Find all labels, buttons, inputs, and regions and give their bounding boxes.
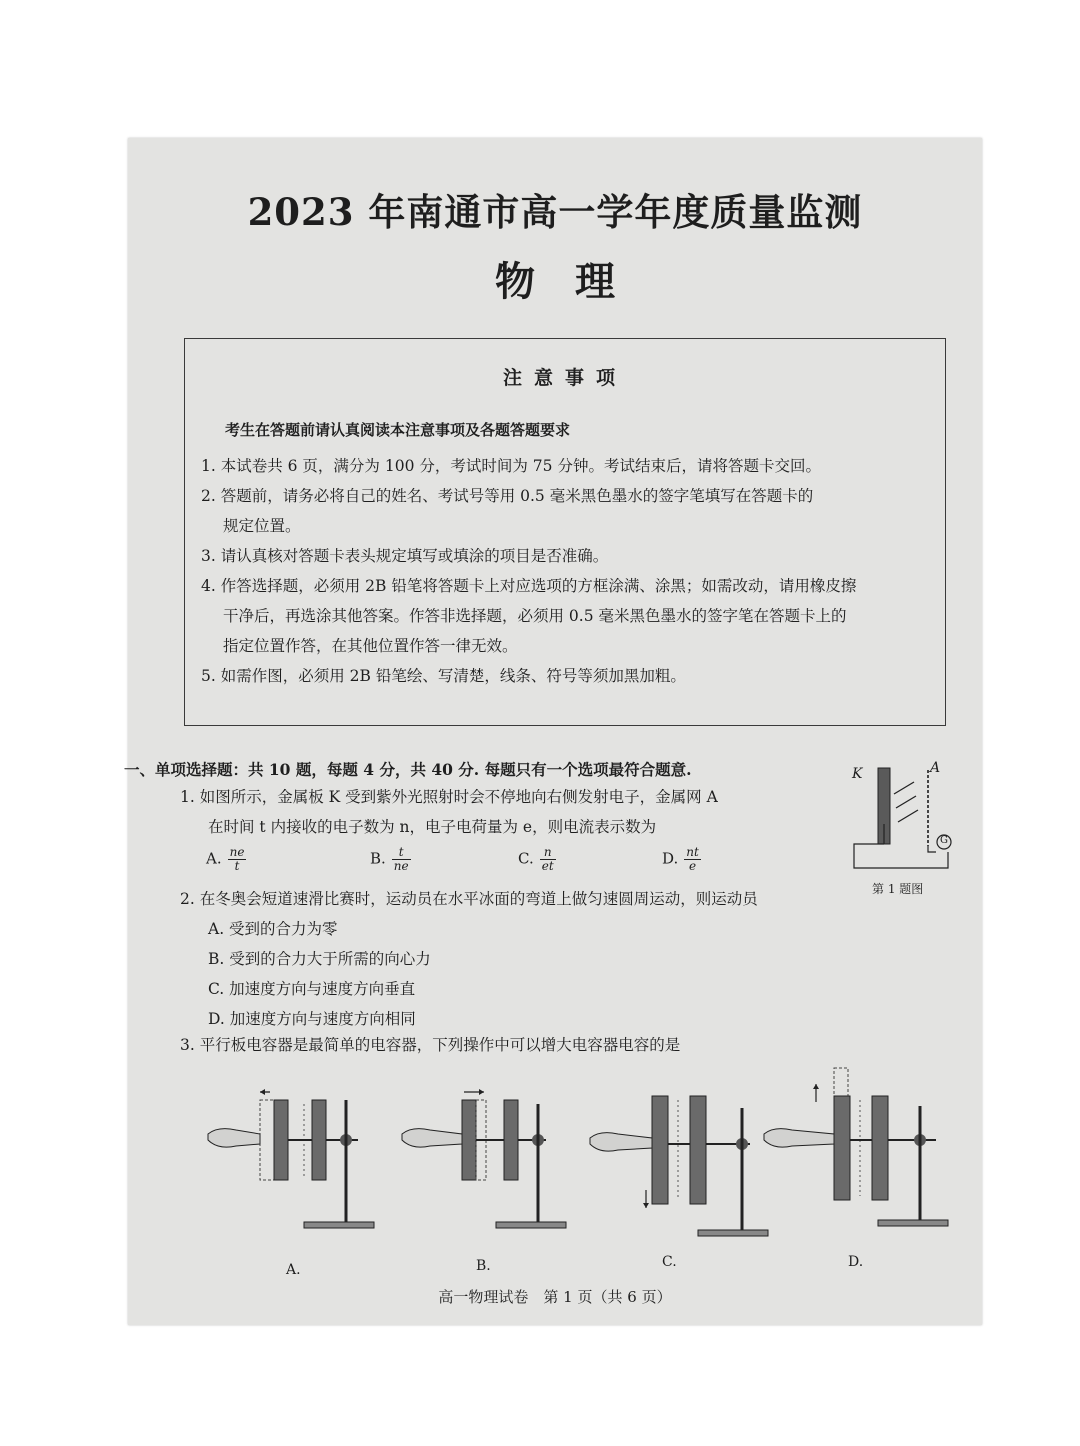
q2-option-a[interactable]: A. 受到的合力为零: [208, 920, 338, 938]
exam-subject: 物理: [495, 258, 655, 305]
q3-label-b: B.: [476, 1258, 491, 1274]
question-3-stem: 3. 平行板电容器是最简单的电容器，下列操作中可以增大电容器电容的是: [180, 1036, 681, 1054]
exam-title: 2023 年南通市高一学年度质量监测: [247, 190, 863, 234]
figure-1-label-a: A: [930, 760, 941, 776]
question-1-line1: 1. 如图所示，金属板 K 受到紫外光照射时会不停地向右侧发射电子，金属网 A: [180, 788, 718, 806]
figure-1-label-g: G: [940, 835, 948, 846]
notice-title: 注意事项: [502, 367, 627, 389]
notice-item: 1. 本试卷共 6 页，满分为 100 分，考试时间为 75 分钟。考试结束后，请将答题卡交回。: [201, 457, 821, 475]
exam-paper: [124, 138, 982, 1325]
question-2-stem: 2. 在冬奥会短道速滑比赛时，运动员在水平冰面的弯道上做匀速圆周运动，则运动员: [180, 890, 758, 908]
q1-option-b[interactable]: B. $\frac{t}{ne}$: [370, 845, 409, 873]
notice-items: [201, 451, 931, 691]
question-1-stem: [180, 782, 820, 842]
question-2: [180, 884, 920, 1034]
page-footer: 高一物理试卷 第 1 页（共 6 页）: [438, 1288, 672, 1306]
notice-lead: 考生在答题前请认真阅读本注意事项及各题答题要求: [225, 421, 571, 439]
q2-option-c[interactable]: C. 加速度方向与速度方向垂直: [208, 980, 416, 998]
q3-figure-d: [760, 1070, 950, 1250]
q3-figure-a: [208, 1070, 358, 1240]
question-1-options: [206, 846, 766, 882]
notice-box: [184, 338, 946, 726]
notice-item: 3. 请认真核对答题卡表头规定填写或填涂的项目是否准确。: [201, 547, 609, 565]
q3-label-d: D.: [848, 1254, 864, 1270]
q1-option-a[interactable]: A. $\frac{ne}{t}$: [206, 845, 245, 873]
q1-option-d[interactable]: D. $\frac{nt}{e}$: [662, 845, 699, 873]
figure-1-caption: 第 1 题图: [872, 882, 924, 896]
q1-option-c[interactable]: C. $\frac{n}{et}$: [518, 845, 554, 873]
figure-1-label-k: K: [852, 766, 863, 782]
question-1-line2: 在时间 t 内接收的电子数为 n，电子电荷量为 e，则电流表示数为: [208, 818, 657, 836]
section-heading: 一、单项选择题：共 10 题，每题 4 分，共 40 分. 每题只有一个选项最符合题意.: [124, 760, 692, 779]
q3-figure-c: [580, 1070, 760, 1250]
notice-item: 2. 答题前，请务必将自己的姓名、考试号等用 0.5 毫米黑色墨水的签字笔填写在答题卡的: [201, 487, 814, 505]
notice-item: 规定位置。: [223, 517, 301, 535]
q2-option-b[interactable]: B. 受到的合力大于所需的向心力: [208, 950, 431, 968]
notice-item: 指定位置作答，在其他位置作答一律无效。: [223, 637, 518, 655]
notice-item: 5. 如需作图，必须用 2B 铅笔绘、写清楚，线条、符号等须加黑加粗。: [201, 667, 686, 685]
notice-item: 4. 作答选择题，必须用 2B 铅笔将答题卡上对应选项的方框涂满、涂黑；如需改动，请用橡皮擦: [201, 577, 857, 595]
notice-item: 干净后，再选涂其他答案。作答非选择题，必须用 0.5 毫米黑色墨水的签字笔在答题卡上的: [223, 607, 847, 625]
q3-figure-b: [396, 1070, 546, 1240]
q2-option-d[interactable]: D. 加速度方向与速度方向相同: [208, 1010, 416, 1028]
q3-label-a: A.: [286, 1262, 301, 1278]
q3-label-c: C.: [662, 1254, 677, 1270]
